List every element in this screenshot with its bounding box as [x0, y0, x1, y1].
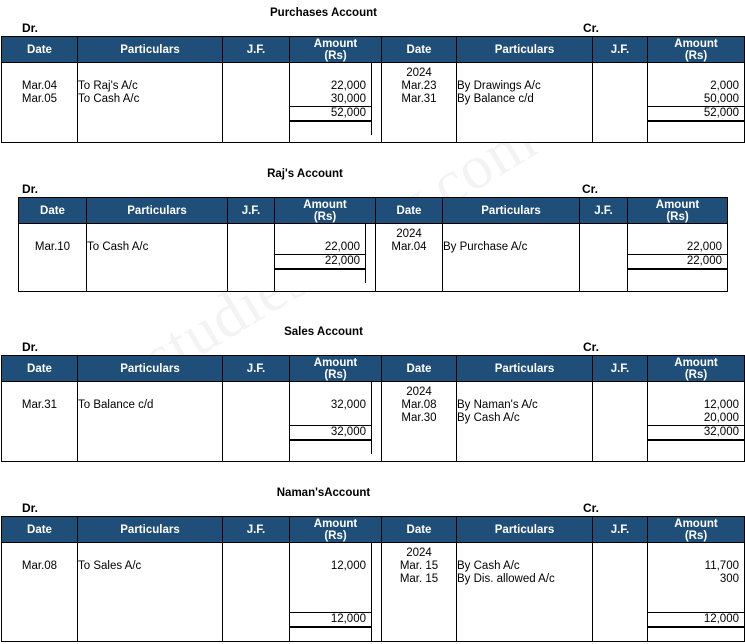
table-header-row [2, 517, 745, 543]
date-entry: Mar. 15 [399, 573, 439, 585]
date-entry: Mar.23 [401, 80, 437, 92]
col-header-date-credit: Date [382, 356, 457, 382]
amount-header-line1: Amount [674, 356, 718, 369]
cell-jf-debit [223, 543, 290, 642]
date-entry: Mar.31 [21, 399, 58, 411]
cell-amount-credit [648, 543, 745, 642]
particular-entry: To Raj's A/c [78, 80, 138, 92]
dr-cr-row [0, 21, 647, 36]
col-header-jf-credit: J.F. [593, 356, 648, 382]
amount-total: 22,000 [628, 254, 727, 269]
ledger-table [1, 36, 745, 143]
cell-date-debit [2, 543, 78, 642]
debit-label: Dr. [22, 21, 39, 35]
amount-entry: 22,000 [330, 80, 366, 92]
cell-date-credit [376, 224, 443, 292]
amount-entry: 22,000 [324, 241, 360, 253]
cell-date-debit [2, 382, 78, 462]
amount-header-line2: (Rs) [313, 210, 337, 223]
cell-particulars-debit [78, 382, 223, 462]
cell-amount-credit [628, 224, 728, 292]
table-row [2, 543, 745, 642]
col-header-jf-debit: J.F. [223, 356, 290, 382]
amount-header-line2: (Rs) [324, 368, 347, 381]
col-header-amount-debit [275, 198, 376, 224]
amount-header-line2: (Rs) [684, 529, 708, 542]
amount-header-line1: Amount [674, 37, 718, 50]
date-entry: Mar.08 [21, 560, 58, 572]
amount-entry: 300 [719, 573, 739, 585]
col-header-jf-credit: J.F. [593, 37, 648, 63]
cell-particulars-credit [457, 382, 593, 462]
account-title: Sales Account [284, 326, 363, 338]
col-header-date-debit: Date [2, 356, 78, 382]
cell-jf-credit [593, 382, 648, 462]
amount-header-line1: Amount [313, 517, 358, 530]
col-header-particulars-credit: Particulars [443, 198, 580, 224]
date-entry: Mar.31 [401, 93, 437, 105]
table-header-row [2, 356, 745, 382]
year-debit [2, 67, 77, 80]
year-credit: 2024 [406, 386, 432, 398]
date-entry: Mar.04 [21, 80, 58, 92]
amount-total: 22,000 [275, 254, 365, 269]
particular-entry: By Purchase A/c [443, 241, 528, 253]
ledger-namans-account [0, 486, 739, 642]
col-header-particulars-credit: Particulars [457, 517, 593, 543]
col-header-date-credit: Date [376, 198, 443, 224]
col-header-particulars-debit: Particulars [78, 356, 223, 382]
cell-amount-debit [290, 382, 382, 462]
year-credit: 2024 [396, 228, 422, 240]
year-credit: 2024 [406, 67, 432, 79]
cell-jf-debit [228, 224, 275, 292]
amount-header-line1: Amount [674, 517, 718, 530]
col-header-particulars-debit: Particulars [87, 198, 228, 224]
debit-label: Dr. [22, 340, 39, 354]
col-header-amount-credit [648, 37, 745, 63]
account-title: Raj's Account [267, 168, 343, 180]
particular-entry: By Dis. allowed A/c [457, 573, 555, 585]
date-entry: Mar.10 [34, 241, 71, 253]
ledger-sales-account [0, 325, 739, 462]
col-header-amount-credit [628, 198, 728, 224]
credit-label: Cr. [583, 21, 600, 35]
amount-entry: 32,000 [330, 399, 366, 411]
ledger-table [18, 197, 728, 292]
col-header-jf-debit: J.F. [228, 198, 275, 224]
amount-header-line2: (Rs) [324, 49, 347, 62]
cell-date-debit [19, 224, 87, 292]
amount-entry: 12,000 [703, 399, 739, 411]
cell-jf-credit [580, 224, 628, 292]
cell-particulars-credit [457, 543, 593, 642]
col-header-jf-debit: J.F. [223, 37, 290, 63]
cell-date-debit [2, 63, 78, 143]
cell-jf-credit [593, 543, 648, 642]
amount-header-line2: (Rs) [324, 529, 347, 542]
ledger-purchases-account [0, 6, 739, 143]
table-row [2, 63, 745, 143]
credit-label: Cr. [583, 340, 600, 354]
col-header-date-debit: Date [2, 517, 78, 543]
amount-total: 52,000 [648, 106, 744, 121]
amount-header-line1: Amount [655, 198, 700, 211]
cell-particulars-credit [443, 224, 580, 292]
cell-particulars-debit [78, 63, 223, 143]
amount-entry: 50,000 [703, 93, 739, 105]
particular-entry: By Balance c/d [457, 93, 534, 105]
col-header-particulars-debit: Particulars [78, 517, 223, 543]
col-header-date-credit: Date [382, 517, 457, 543]
credit-label: Cr. [583, 501, 600, 515]
col-header-jf-credit: J.F. [580, 198, 628, 224]
cell-date-credit [382, 63, 457, 143]
amount-header-line1: Amount [313, 37, 358, 50]
particular-entry: By Cash A/c [457, 412, 520, 424]
account-title: Purchases Account [270, 7, 377, 19]
col-header-particulars-credit: Particulars [457, 356, 593, 382]
particular-entry: To Cash A/c [87, 241, 149, 253]
dr-cr-row [18, 182, 638, 197]
col-header-date-debit: Date [19, 198, 87, 224]
amount-entry: 30,000 [330, 93, 366, 105]
cell-particulars-debit [87, 224, 228, 292]
col-header-amount-debit [290, 517, 382, 543]
col-header-date-debit: Date [2, 37, 78, 63]
date-entry: Mar.08 [401, 399, 437, 411]
cell-particulars-credit [457, 63, 593, 143]
amount-total: 12,000 [648, 612, 744, 627]
particular-entry: By Drawings A/c [457, 80, 541, 92]
col-header-amount-debit [290, 356, 382, 382]
account-title: Naman'sAccount [276, 487, 371, 499]
col-header-date-credit: Date [382, 37, 457, 63]
credit-label: Cr. [582, 182, 599, 196]
table-row [2, 382, 745, 462]
amount-entry: 2,000 [710, 80, 739, 92]
table-header-row [19, 198, 728, 224]
date-entry: Mar.30 [401, 412, 437, 424]
table-row [19, 224, 728, 292]
particular-entry: By Cash A/c [457, 560, 520, 572]
amount-header-line2: (Rs) [684, 49, 708, 62]
col-header-jf-credit: J.F. [593, 517, 648, 543]
ledger-table [1, 355, 745, 462]
amount-total: 32,000 [648, 425, 744, 440]
col-header-amount-debit [290, 37, 382, 63]
dr-cr-row [0, 501, 647, 516]
debit-label: Dr. [22, 182, 39, 196]
amount-total: 52,000 [290, 106, 371, 121]
year-credit: 2024 [406, 547, 432, 559]
amount-entry: 12,000 [330, 560, 366, 572]
amount-header-line2: (Rs) [684, 368, 708, 381]
cell-amount-debit [290, 63, 382, 143]
date-entry: Mar.04 [391, 241, 427, 253]
cell-amount-debit [290, 543, 382, 642]
col-header-particulars-debit: Particulars [78, 37, 223, 63]
col-header-amount-credit [648, 356, 745, 382]
date-entry: Mar. 15 [399, 560, 439, 572]
cell-amount-credit [648, 63, 745, 143]
cell-jf-credit [593, 63, 648, 143]
cell-jf-debit [223, 63, 290, 143]
particular-entry: To Sales A/c [78, 560, 142, 572]
amount-total: 12,000 [290, 612, 371, 627]
cell-date-credit [382, 543, 457, 642]
amount-header-line1: Amount [303, 198, 347, 211]
ledger-rajs-account [18, 167, 722, 292]
particular-entry: To Balance c/d [78, 399, 154, 411]
amount-header-line2: (Rs) [666, 210, 689, 223]
col-header-amount-credit [648, 517, 745, 543]
table-header-row [2, 37, 745, 63]
amount-total: 32,000 [290, 425, 371, 440]
date-entry: Mar.05 [21, 93, 58, 105]
cell-jf-debit [223, 382, 290, 462]
amount-entry: 11,700 [704, 560, 739, 572]
amount-header-line1: Amount [313, 356, 358, 369]
particular-entry: To Cash A/c [78, 93, 140, 105]
debit-label: Dr. [22, 501, 39, 515]
dr-cr-row [0, 340, 647, 355]
col-header-particulars-credit: Particulars [457, 37, 593, 63]
cell-amount-credit [648, 382, 745, 462]
amount-entry: 20,000 [703, 412, 739, 424]
cell-date-credit [382, 382, 457, 462]
particular-entry: By Naman's A/c [457, 399, 538, 411]
ledger-table [1, 516, 745, 642]
amount-entry: 22,000 [686, 241, 722, 253]
cell-particulars-debit [78, 543, 223, 642]
col-header-jf-debit: J.F. [223, 517, 290, 543]
cell-amount-debit [275, 224, 376, 292]
